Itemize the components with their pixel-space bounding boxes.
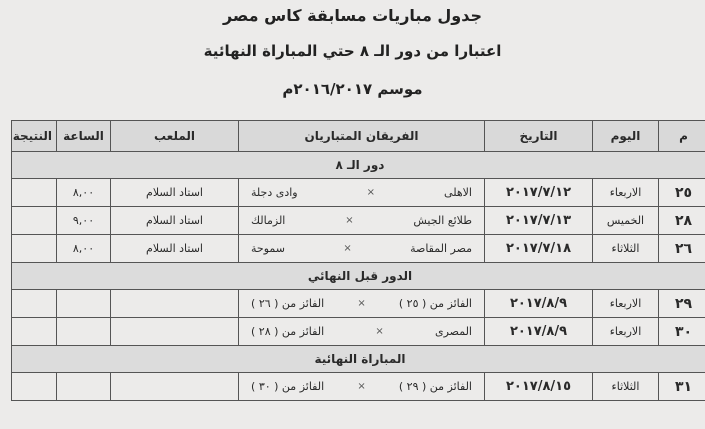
team-1: المصرى [435, 325, 472, 338]
team-1: الفائز من ( ٢٩ ) [398, 380, 472, 393]
match-venue: استاد السلام [111, 207, 239, 235]
team-1: مصر المقاصة [410, 242, 472, 255]
match-result [12, 207, 57, 235]
team-1: الاهلى [444, 186, 472, 199]
match-venue: استاد السلام [111, 179, 239, 207]
table-row [12, 235, 705, 263]
table-row [12, 179, 705, 207]
table-row [12, 373, 705, 401]
section-title: دور الـ ٨ [12, 152, 705, 179]
document-title: جدول مباريات مسابقة كاس مصر [222, 6, 483, 25]
match-venue [111, 373, 239, 401]
fixtures-table [11, 120, 705, 401]
document-subtitle: اعتبارا من دور الـ ٨ حتي المباراة النهائية [203, 42, 502, 60]
section-header-row [12, 263, 705, 290]
vs-mark: × [357, 381, 366, 392]
match-teams [239, 235, 485, 263]
header-teams: الفريقان المتباريان [239, 121, 485, 152]
match-number: ٢٥ [659, 179, 705, 207]
match-number: ٣٠ [659, 318, 705, 346]
match-result [12, 373, 57, 401]
team-2: الفائز من ( ٢٦ ) [251, 297, 325, 310]
match-teams [239, 207, 485, 235]
match-teams [239, 179, 485, 207]
match-number: ٢٦ [659, 235, 705, 263]
match-day: الاربعاء [593, 318, 659, 346]
match-teams [239, 318, 485, 346]
match-day: الثلاثاء [593, 235, 659, 263]
team-1: طلائع الجيش [413, 214, 472, 227]
match-date: ٢٠١٧/٧/١٣ [485, 207, 593, 235]
vs-mark: × [375, 326, 384, 337]
match-time [57, 290, 111, 318]
match-teams [239, 373, 485, 401]
match-date: ٢٠١٧/٨/٩ [485, 290, 593, 318]
table-row [12, 318, 705, 346]
team-2: وادى دجلة [251, 186, 298, 199]
team-2: الزمالك [251, 214, 286, 227]
header-date: التاريخ [485, 121, 593, 152]
match-number: ٢٩ [659, 290, 705, 318]
table-header-row [12, 121, 705, 152]
match-day: الاربعاء [593, 179, 659, 207]
section-title: المباراة النهائية [12, 346, 705, 373]
match-venue [111, 290, 239, 318]
vs-mark: × [366, 187, 376, 198]
match-result [12, 318, 57, 346]
header-day: اليوم [593, 121, 659, 152]
header-num: م [659, 121, 705, 152]
match-time: ٩,٠٠ [57, 207, 111, 235]
header-result: النتيجة [12, 121, 57, 152]
match-time [57, 373, 111, 401]
match-day: الاربعاء [593, 290, 659, 318]
team-2: سموحة [251, 242, 285, 255]
table-row [12, 290, 705, 318]
section-title: الدور قبل النهائي [12, 263, 705, 290]
vs-mark: × [345, 215, 354, 226]
match-date: ٢٠١٧/٧/١٢ [485, 179, 593, 207]
document-header [0, 0, 705, 118]
team-2: الفائز من ( ٣٠ ) [251, 380, 325, 393]
table-row [12, 207, 705, 235]
match-result [12, 235, 57, 263]
header-time: الساعة [57, 121, 111, 152]
season-label: موسم ٢٠١٦/٢٠١٧م [282, 80, 423, 98]
match-teams [239, 290, 485, 318]
vs-mark: × [357, 298, 366, 309]
match-result [12, 179, 57, 207]
section-header-row [12, 346, 705, 373]
match-result [12, 290, 57, 318]
match-date: ٢٠١٧/٨/٩ [485, 318, 593, 346]
team-2: الفائز من ( ٢٨ ) [251, 325, 325, 338]
match-venue: استاد السلام [111, 235, 239, 263]
match-day: الخميس [593, 207, 659, 235]
match-time [57, 318, 111, 346]
match-number: ٢٨ [659, 207, 705, 235]
match-time: ٨,٠٠ [57, 235, 111, 263]
match-venue [111, 318, 239, 346]
vs-mark: × [343, 243, 352, 254]
match-number: ٣١ [659, 373, 705, 401]
section-header-row [12, 152, 705, 179]
match-day: الثلاثاء [593, 373, 659, 401]
match-date: ٢٠١٧/٨/١٥ [485, 373, 593, 401]
match-time: ٨,٠٠ [57, 179, 111, 207]
team-1: الفائز من ( ٢٥ ) [398, 297, 472, 310]
match-date: ٢٠١٧/٧/١٨ [485, 235, 593, 263]
header-venue: الملعب [111, 121, 239, 152]
